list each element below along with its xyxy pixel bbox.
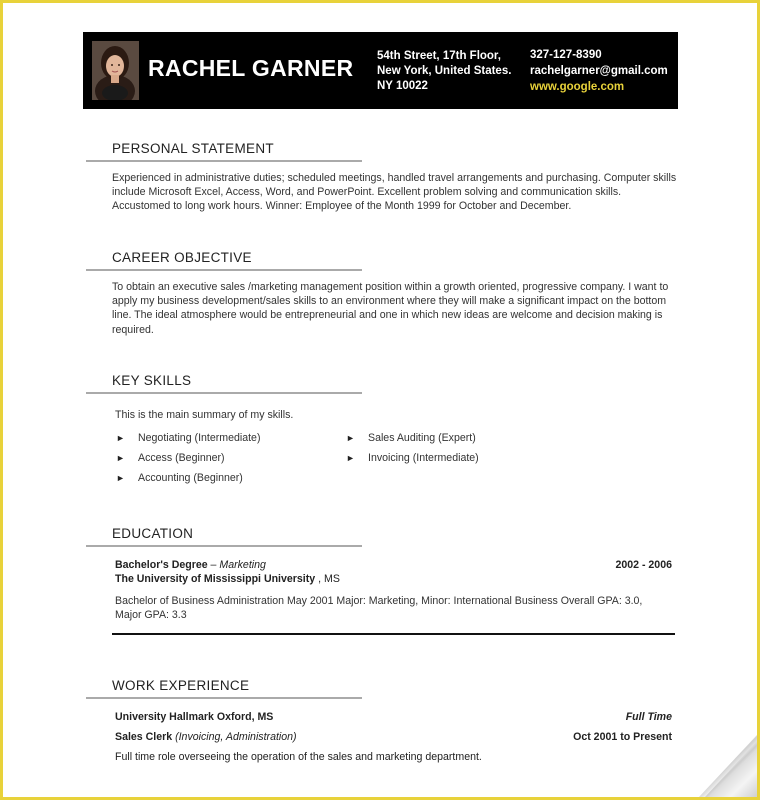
bullet-arrow-icon: ► xyxy=(346,433,355,443)
bullet-arrow-icon: ► xyxy=(346,453,355,463)
bullet-arrow-icon: ► xyxy=(116,453,125,463)
section-divider xyxy=(86,160,362,162)
degree-line xyxy=(115,559,266,571)
profile-photo xyxy=(92,41,139,100)
skill-item: ► Negotiating (Intermediate) xyxy=(116,432,261,444)
education-bottom-rule xyxy=(112,633,675,635)
website-link[interactable]: www.google.com xyxy=(530,81,625,93)
resume-header xyxy=(83,32,678,109)
university-location: , MS xyxy=(315,573,340,585)
candidate-name: RACHEL GARNER xyxy=(148,55,354,81)
employment-period: Oct 2001 to Present xyxy=(573,731,672,743)
skill-item: ► Sales Auditing (Expert) xyxy=(346,432,476,444)
section-divider xyxy=(86,697,362,699)
section-divider xyxy=(86,269,362,271)
address-line-1: 54th Street, 17th Floor, xyxy=(377,50,501,62)
address-line-3: NY 10022 xyxy=(377,80,428,92)
section-title-work-experience: WORK EXPERIENCE xyxy=(112,678,250,693)
skill-item: ► Access (Beginner) xyxy=(116,452,225,464)
section-divider xyxy=(86,392,362,394)
phone-number: 327-127-8390 xyxy=(530,49,602,61)
bullet-arrow-icon: ► xyxy=(116,473,125,483)
skill-item: ► Accounting (Beginner) xyxy=(116,472,243,484)
career-objective-text: To obtain an executive sales /marketing management position within a growth oriented, progressive company. I want to apply my business development/sales skills to an environment where they will make a significant impact on the bottom line. The ideal atmosphere would be entrepreneurial and one in which new ideas are welcome and decision making is required. xyxy=(112,281,669,336)
role-description: Full time role overseeing the operation of the sales and marketing department. xyxy=(115,751,482,763)
education-years: 2002 - 2006 xyxy=(615,559,672,571)
employment-type: Full Time xyxy=(625,711,672,723)
role-line xyxy=(115,731,297,743)
personal-statement-text: Experienced in administrative duties; scheduled meetings, handled travel arrangements and purchasing. Computer skills include Microsoft Excel, Access, Word, and PowerPoint. Excellent problem solving and communication skills. Accustomed to long work hours. Winner: Employee of the Month 1999 for October and December. xyxy=(112,172,677,213)
role-detail: (Invoicing, Administration) xyxy=(172,731,297,743)
section-title-key-skills: KEY SKILLS xyxy=(112,373,192,388)
address-line-2: New York, United States. xyxy=(377,65,512,77)
contact-info xyxy=(530,47,668,95)
university-name: The University of Mississippi University xyxy=(115,573,316,585)
education-details: Bachelor of Business Administration May 2001 Major: Marketing, Minor: International Business Overall GPA: 3.0, Major GPA: 3.3 xyxy=(115,595,643,622)
bullet-arrow-icon: ► xyxy=(116,433,125,443)
section-divider xyxy=(86,545,362,547)
address xyxy=(377,49,517,94)
email-address[interactable]: rachelgarner@gmail.com xyxy=(530,65,668,77)
section-title-personal-statement: PERSONAL STATEMENT xyxy=(112,141,274,156)
skills-intro: This is the main summary of my skills. xyxy=(115,409,294,421)
company-name: University Hallmark Oxford, MS xyxy=(115,711,274,723)
degree-dash: – xyxy=(207,559,220,571)
role-title: Sales Clerk xyxy=(115,731,173,743)
section-title-career-objective: CAREER OBJECTIVE xyxy=(112,250,252,265)
degree-name: Bachelor's Degree xyxy=(115,559,208,571)
skill-item: ► Invoicing (Intermediate) xyxy=(346,452,479,464)
university-line xyxy=(115,573,340,585)
degree-field: Marketing xyxy=(219,559,266,571)
section-title-education: EDUCATION xyxy=(112,526,194,541)
